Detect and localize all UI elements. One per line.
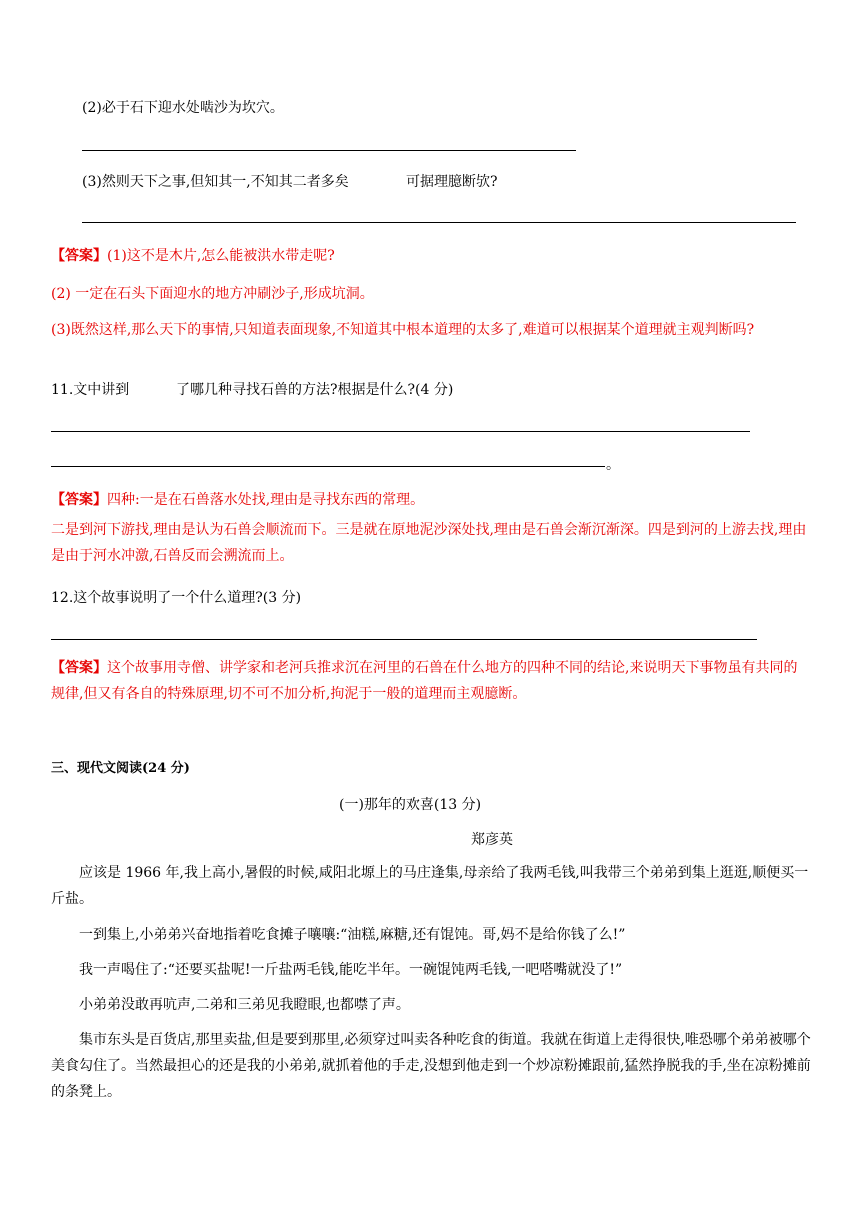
q11-text-part2: 了哪几种寻找石兽的方法?根据是什么?(4 分) bbox=[176, 382, 454, 398]
article-author: 郑彦英 bbox=[471, 832, 513, 848]
answer-line bbox=[51, 431, 750, 432]
q10-item-2: (2)必于石下迎水处啮沙为坎穴。 bbox=[82, 100, 284, 116]
answer-11-line-2: 二是到河下游找,理由是认为石兽会顺流而下。三是就在原地泥沙深处找,理由是石兽会渐沉渐深。四是到河的上游去找,理由是由于河水冲激,石兽反而会溯流而上。 bbox=[51, 522, 807, 564]
answer-line bbox=[51, 466, 605, 467]
answer-line bbox=[82, 150, 576, 151]
answer-line bbox=[82, 222, 796, 223]
article-title: (一)那年的欢喜(13 分) bbox=[339, 797, 482, 813]
q11-line-end: 。 bbox=[606, 457, 620, 473]
answer-10-line-2: (2) 一定在石头下面迎水的地方冲刷沙子,形成坑洞。 bbox=[51, 286, 374, 302]
answer-10-line-1: 【答案】(1)这不是木片,怎么能被洪水带走呢? bbox=[51, 248, 335, 264]
q10-item-3-part1: (3)然则天下之事,但知其一,不知其二者多矣 bbox=[82, 174, 349, 190]
article-paragraph-5: 集市东头是百货店,那里卖盐,但是要到那里,必须穿过叫卖各种吃食的街道。我就在街道上走得很快,唯恐哪个弟弟被哪个美食勾住了。当然最担心的还是我的小弟弟,就抓着他的手走,没想到他走到一个炒凉粉摊跟前,猛然挣脱我的手,坐在凉粉摊前的条凳上。 bbox=[51, 1032, 811, 1100]
answer-11-line-1: 【答案】四种:一是在石兽落水处找,理由是寻找东西的常理。 bbox=[51, 492, 425, 508]
q12-text: 12.这个故事说明了一个什么道理?(3 分) bbox=[51, 590, 302, 606]
q11-text-part1: 11.文中讲到 bbox=[51, 382, 130, 398]
answer-label: 【答案】 bbox=[51, 660, 107, 676]
answer-10-line-3: (3)既然这样,那么天下的事情,只知道表面现象,不知道其中根本道理的太多了,难道可以根据某个道理就主观判断吗? bbox=[51, 322, 755, 338]
answer-line bbox=[51, 639, 757, 640]
article-paragraph-2: 一到集上,小弟弟兴奋地指着吃食摊子嚷嚷:“油糕,麻糖,还有馄饨。哥,妈不是给你钱了么!” bbox=[79, 927, 626, 943]
article-paragraph-4: 小弟弟没敢再吭声,二弟和三弟见我瞪眼,也都噤了声。 bbox=[79, 997, 410, 1013]
answer-label: 【答案】 bbox=[51, 248, 107, 264]
article-paragraph-1: 应该是 1966 年,我上高小,暑假的时候,咸阳北塬上的马庄逢集,母亲给了我两毛钱,叫我带三个弟弟到集上逛逛,顺便买一斤盐。 bbox=[51, 865, 809, 907]
answer-12: 【答案】这个故事用寺僧、讲学家和老河兵推求沉在河里的石兽在什么地方的四种不同的结论,来说明天下事物虽有共同的规律,但又有各自的特殊原理,切不可不加分析,拘泥于一般的道理而主观臆断。 bbox=[51, 660, 798, 702]
article-paragraph-3: 我一声喝住了:“还要买盐呢!一斤盐两毛钱,能吃半年。一碗馄饨两毛钱,一吧嗒嘴就没了!” bbox=[79, 962, 623, 978]
q10-item-3-part2: 可据理臆断欤? bbox=[406, 174, 498, 190]
section-heading: 三、现代文阅读(24 分) bbox=[51, 761, 190, 776]
answer-label: 【答案】 bbox=[51, 492, 107, 508]
